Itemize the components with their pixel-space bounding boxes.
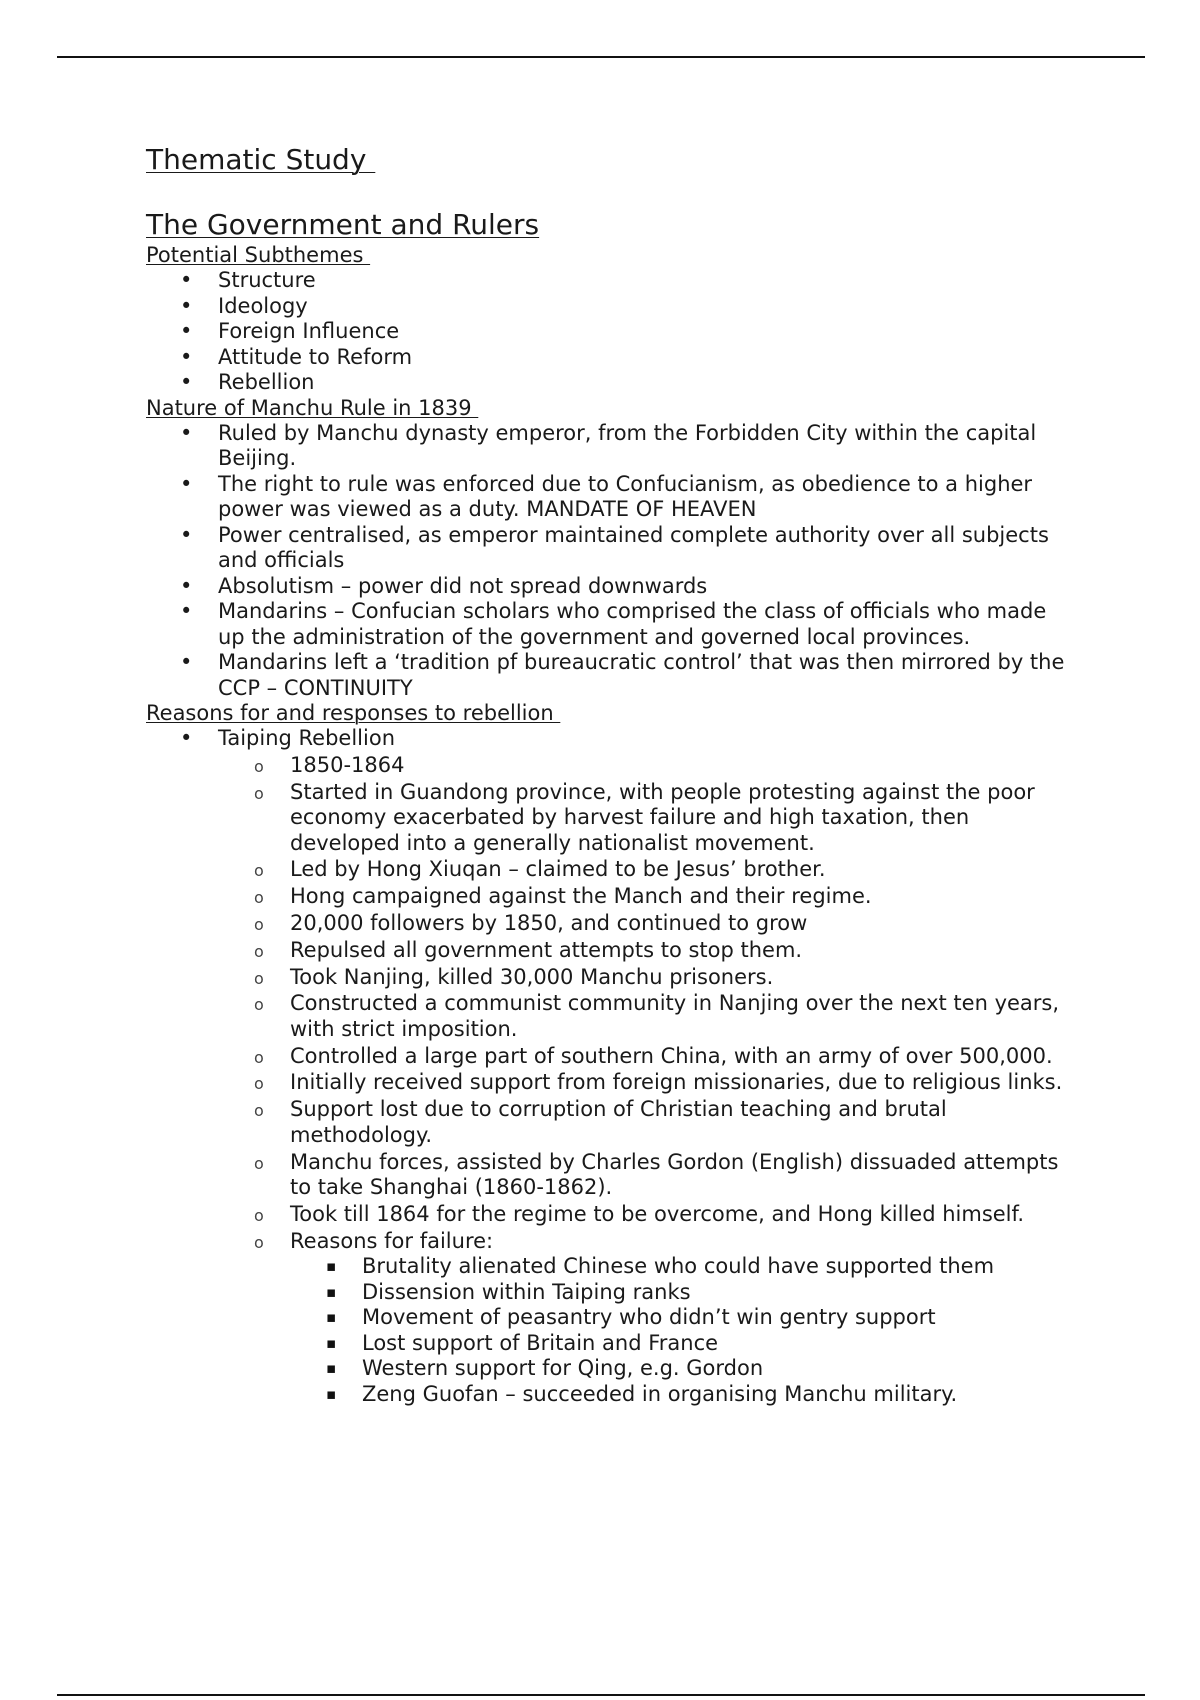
list-item-text: Manchu forces, assisted by Charles Gordon (English) dissuaded attempts to take Shanghai (1860-1862).	[290, 1149, 1059, 1200]
list-item-text: Started in Guandong province, with people protesting against the poor economy exacerbated by harvest failure and high taxation, then developed into a generally nationalist movement.	[290, 779, 1035, 855]
square-bullet-icon: ▪	[326, 1384, 337, 1403]
subthemes-list	[146, 268, 1066, 396]
list-item	[146, 294, 1066, 320]
square-bullet-icon: ▪	[326, 1308, 337, 1327]
bullet-icon: •	[180, 726, 193, 750]
list-item-text: Power centralised, as emperor maintained complete authority over all subjects and officials	[218, 522, 1049, 572]
list-item-text: 1850-1864	[290, 752, 405, 777]
list-item	[146, 523, 1066, 574]
list-item	[146, 726, 1066, 752]
bullet-icon: •	[180, 420, 193, 445]
list-item-text: Brutality alienated Chinese who could have supported them	[362, 1254, 995, 1279]
list-item-text: Absolutism – power did not spread downwards	[218, 573, 708, 598]
circle-bullet-icon: o	[254, 941, 264, 961]
list-item-text: Movement of peasantry who didn’t win gentry support	[362, 1305, 936, 1330]
list-item-text: Mandarins left a ‘tradition pf bureaucratic control’ that was then mirrored by the CCP – CONTINUITY	[218, 650, 1065, 700]
list-item-text: Ideology	[218, 293, 308, 318]
bullet-icon: •	[180, 650, 193, 674]
list-item	[146, 1305, 1066, 1331]
rebellion-heading: Reasons for and responses to rebellion	[146, 701, 561, 725]
bullet-icon: •	[180, 471, 193, 496]
list-item	[146, 1280, 1066, 1306]
list-item	[146, 319, 1066, 345]
failure-label: Reasons for failure:	[290, 1228, 494, 1253]
circle-bullet-icon: o	[254, 1101, 264, 1121]
manchu-rule-list	[146, 421, 1066, 702]
circle-bullet-icon: o	[254, 1232, 264, 1252]
list-item	[146, 1254, 1066, 1280]
rebellion-list	[146, 726, 1066, 752]
list-item-text: Support lost due to corruption of Christian teaching and brutal methodology.	[290, 1097, 947, 1147]
list-item	[146, 472, 1066, 523]
list-item	[146, 857, 1066, 883]
circle-bullet-icon: o	[254, 995, 264, 1015]
circle-bullet-icon: o	[254, 1205, 264, 1225]
square-bullet-icon: ▪	[326, 1333, 337, 1352]
list-item	[146, 1331, 1066, 1357]
list-item	[146, 911, 1066, 937]
failure-reasons-list	[146, 1254, 1066, 1407]
list-item	[146, 780, 1066, 857]
circle-bullet-icon: o	[254, 914, 264, 934]
list-item-text: Rebellion	[218, 370, 315, 394]
list-item	[146, 1097, 1066, 1148]
bullet-icon: •	[180, 522, 193, 547]
list-item-text: Lost support of Britain and France	[362, 1330, 719, 1355]
manchu-rule-heading: Nature of Manchu Rule in 1839	[146, 395, 479, 420]
list-item	[146, 991, 1066, 1042]
list-item-text: Hong campaigned against the Manch and their regime.	[290, 884, 872, 909]
bullet-icon: •	[180, 370, 193, 394]
list-item	[146, 1070, 1066, 1096]
list-item-text: Zeng Guofan – succeeded in organising Manchu military.	[362, 1381, 958, 1406]
circle-bullet-icon: o	[254, 1047, 264, 1067]
list-item	[146, 965, 1066, 991]
bullet-icon: •	[180, 599, 193, 623]
section-title: The Government and Rulers	[146, 208, 540, 241]
square-bullet-icon: ▪	[326, 1282, 337, 1301]
list-item-text: Took till 1864 for the regime to be overcome, and Hong killed himself.	[290, 1201, 1025, 1226]
list-item	[146, 1356, 1066, 1382]
bullet-icon: •	[180, 293, 193, 318]
list-item	[146, 884, 1066, 910]
list-item-text: Foreign Influence	[218, 319, 400, 343]
taiping-label: Taiping Rebellion	[218, 726, 396, 750]
list-item	[146, 574, 1066, 600]
list-item	[146, 268, 1066, 294]
list-item-text: Mandarins – Confucian scholars who comprised the class of officials who made up the administration of the government and governed local provinces.	[218, 599, 1047, 649]
circle-bullet-icon: o	[254, 888, 264, 908]
square-bullet-icon: ▪	[326, 1359, 337, 1378]
bullet-icon: •	[180, 573, 193, 598]
circle-bullet-icon: o	[254, 1074, 264, 1094]
list-item	[146, 421, 1066, 472]
list-item-text: Structure	[218, 268, 316, 292]
header-rule	[57, 56, 1145, 58]
list-item-text: The right to rule was enforced due to Confucianism, as obedience to a higher power was viewed as a duty. MANDATE OF HEAVEN	[218, 471, 1033, 521]
list-item-text: Ruled by Manchu dynasty emperor, from the Forbidden City within the capital Beijing.	[218, 420, 1037, 470]
list-item-text: Constructed a communist community in Nanjing over the next ten years, with strict imposition.	[290, 991, 1060, 1041]
circle-bullet-icon: o	[254, 1153, 264, 1173]
circle-bullet-icon: o	[254, 756, 264, 776]
list-item-text: Attitude to Reform	[218, 344, 413, 369]
list-item	[146, 1044, 1066, 1070]
list-item	[146, 1382, 1066, 1408]
square-bullet-icon: ▪	[326, 1257, 337, 1276]
list-item	[146, 1150, 1066, 1201]
bullet-icon: •	[180, 344, 193, 369]
bullet-icon: •	[180, 268, 193, 292]
list-item	[146, 753, 1066, 779]
list-item	[146, 345, 1066, 371]
list-item-text: Initially received support from foreign missionaries, due to religious links.	[290, 1070, 1063, 1095]
list-item	[146, 650, 1066, 701]
document-body	[146, 142, 1066, 1407]
list-item	[146, 938, 1066, 964]
circle-bullet-icon: o	[254, 861, 264, 881]
list-item-text: Led by Hong Xiuqan – claimed to be Jesus’ brother.	[290, 857, 826, 882]
list-item	[146, 1229, 1066, 1255]
list-item-text: Took Nanjing, killed 30,000 Manchu prisoners.	[290, 964, 774, 989]
subthemes-heading: Potential Subthemes	[146, 243, 371, 267]
list-item	[146, 370, 1066, 396]
list-item	[146, 1202, 1066, 1228]
list-item-text: 20,000 followers by 1850, and continued to grow	[290, 910, 808, 935]
list-item-text: Repulsed all government attempts to stop them.	[290, 937, 803, 962]
circle-bullet-icon: o	[254, 783, 264, 803]
list-item-text: Controlled a large part of southern China, with an army of over 500,000.	[290, 1043, 1053, 1068]
document-title: Thematic Study	[146, 143, 376, 176]
list-item	[146, 599, 1066, 650]
footer-rule	[57, 1694, 1145, 1696]
taiping-points-list	[146, 753, 1066, 1254]
circle-bullet-icon: o	[254, 968, 264, 988]
list-item-text: Dissension within Taiping ranks	[362, 1279, 691, 1304]
list-item-text: Western support for Qing, e.g. Gordon	[362, 1356, 764, 1381]
bullet-icon: •	[180, 319, 193, 343]
